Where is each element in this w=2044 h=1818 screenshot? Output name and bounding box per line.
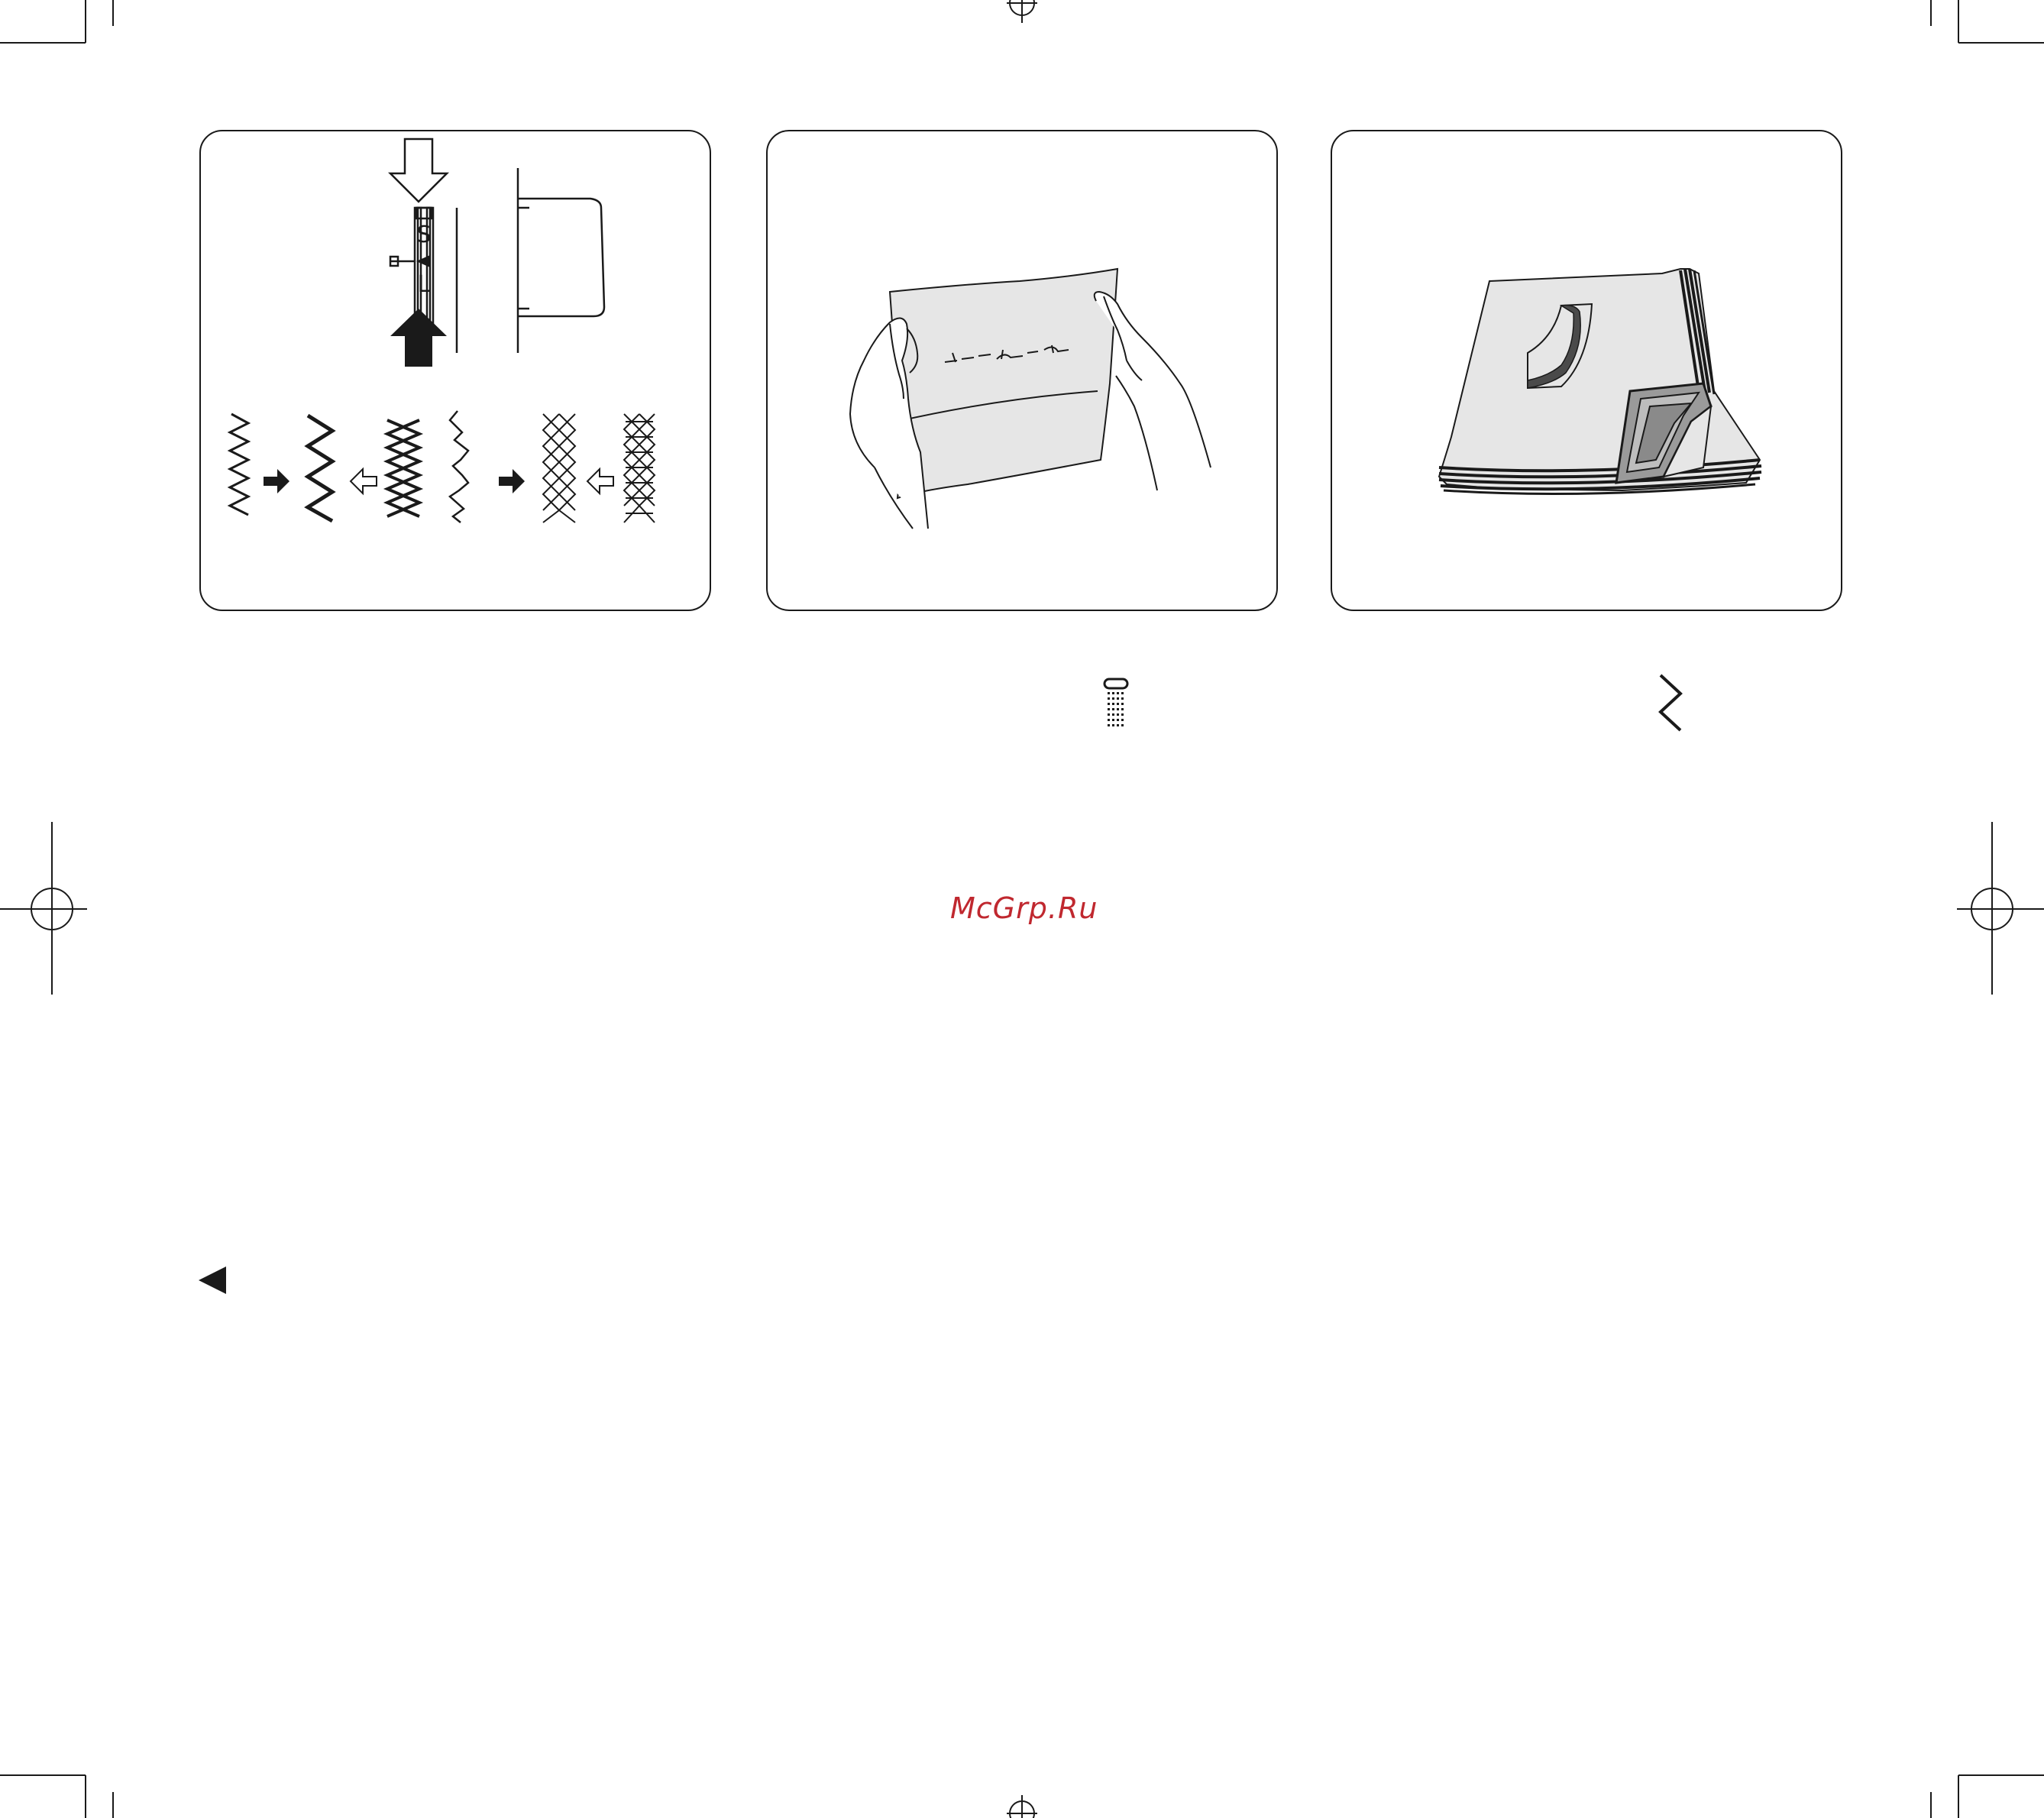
wave-stitch-icon: [450, 411, 468, 522]
zigzag-stitch-icon: [308, 416, 332, 521]
folded-fabric-stack-illustration: [1332, 131, 1844, 613]
left-arrow-outline-icon-2: [587, 469, 613, 493]
watermark-text: McGrp.Ru: [950, 891, 1098, 925]
zigzag-dense-icon: [230, 414, 248, 515]
left-triangle-icon: [197, 1265, 228, 1296]
diamond-stitch-icon: [543, 414, 575, 522]
left-arrow-outline-icon: [351, 469, 377, 493]
figure-stretch-fabric: [766, 130, 1278, 611]
figure-stitch-length: [199, 130, 711, 611]
figure-fabric-layers: [1331, 130, 1842, 611]
zigzag-icon: [1656, 672, 1687, 733]
right-arrow-icon: [264, 469, 289, 493]
down-arrow-icon: [390, 139, 447, 202]
dial-label-s: S: [416, 222, 432, 248]
dial-label-l: L: [417, 271, 431, 298]
hands-holding-fabric-illustration: [768, 131, 1279, 613]
fabric-sheet: [890, 269, 1117, 498]
presser-foot-icon: [1101, 677, 1132, 732]
stitch-length-dial-illustration: [201, 131, 713, 613]
up-arrow-icon: [390, 309, 447, 367]
right-arrow-icon-2: [499, 469, 525, 493]
